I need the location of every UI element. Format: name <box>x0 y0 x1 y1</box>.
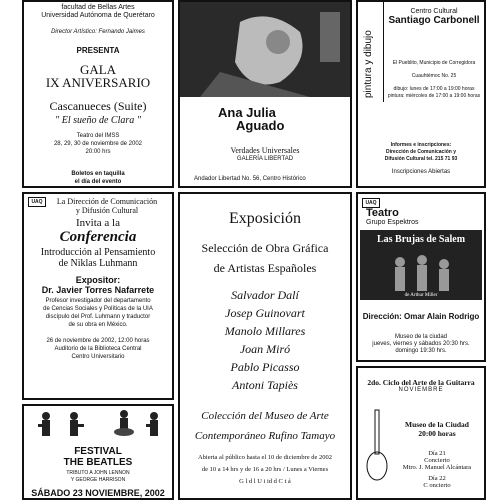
beatles-tribute: TRIBUTO A JOHN LENNON <box>66 470 130 476</box>
teatro-label: Teatro <box>366 207 399 219</box>
artist-name: Pablo Picasso <box>230 360 300 374</box>
carbonell-info-dept: Dirección de Comunicación y <box>385 149 457 155</box>
conferencia-poster <box>22 192 174 400</box>
gala-header-university: Universidad Autónoma de Querétaro <box>41 12 155 19</box>
exposicion-selection-artists: de Artistas Españoles <box>213 261 317 275</box>
teatro-author: de Arthur Miller <box>404 293 438 298</box>
aguado-show: Verdades Universales <box>230 146 300 155</box>
carbonell-place: El Pueblito, Municipio de Corregidora <box>392 60 476 66</box>
teatro-venue: Museo de la ciudad <box>394 334 448 340</box>
exposicion-hours: de 10 a 14 hrs y de 16 a 20 hrs / Lunes a Viernes <box>201 466 329 473</box>
conferencia-org: La Dirección de Comunicación <box>56 197 158 206</box>
carbonell-centro: Centro Cultural <box>410 8 458 15</box>
guitarra-title: 2do. Ciclo del Arte de la Guitarra <box>367 378 475 387</box>
beatles-date: SÁBADO 23 NOVIEMBRE, 2002 <box>31 488 165 498</box>
carbonell-info-title: Informes e inscripciones: <box>390 142 452 148</box>
beatles-poster <box>22 404 174 500</box>
carbonell-dibujo: dibujo: lunes de 17:00 a 19:00 horas <box>393 86 475 92</box>
exposicion-artist-list <box>180 286 350 394</box>
teatro-group: Grupo Espektros <box>366 219 419 226</box>
artist-name: Antoni Tapiès <box>232 378 298 392</box>
conferencia-date: 26 de noviembre de 2002, 12:00 horas <box>46 338 150 344</box>
gala-poster <box>22 0 174 188</box>
teatro-schedule-weekdays: jueves, viernes y sábados 20:30 hrs. <box>372 341 470 347</box>
gala-title: GALA <box>79 62 117 77</box>
guitarra-day-21: Día 21 <box>428 450 446 457</box>
gala-dates: 28, 29, 30 de noviembre de 2002 <box>53 141 143 147</box>
aguado-painting-image <box>180 2 350 97</box>
conferencia-speaker: Dr. Javier Torres Nafarrete <box>41 285 155 295</box>
exposicion-open-until: Abierta al público hasta el 10 de diciembre de 2002 <box>197 454 333 461</box>
carbonell-info-phone: Difusión Cultural tel. 215 71 93 <box>384 156 458 162</box>
conferencia-venue-campus: Centro Universitario <box>71 354 125 360</box>
carbonell-abiertas: Inscripciones Abiertas <box>391 169 451 175</box>
conferencia-topic-name: de Niklas Luhmann <box>58 258 138 269</box>
aguado-poster <box>178 0 352 188</box>
aguado-gallery: GALERÍA LIBERTAD <box>236 156 294 162</box>
teatro-actors-icon <box>360 248 482 298</box>
beatles-band: THE BEATLES <box>63 457 133 468</box>
conferencia-bio-3: discípulo del Prof. Luhmann y traductor <box>45 314 151 320</box>
gala-show: Cascanueces (Suite) <box>49 99 147 113</box>
aguado-artist-first: Ana Julia <box>218 105 276 120</box>
exposicion-location: G l d l U i id d C t á <box>239 478 291 485</box>
gala-director: Director Artístico: Fernando Jaimes <box>51 29 145 35</box>
beatles-festival: FESTIVAL <box>74 446 122 457</box>
gala-venue: Teatro del IMSS <box>76 133 120 139</box>
conferencia-invita: Invita a la <box>76 217 120 229</box>
conferencia-title: Conferencia <box>59 229 137 245</box>
gala-time: 20:00 hrs <box>85 149 111 155</box>
gala-tickets-day: el día del evento <box>74 179 122 185</box>
exposicion-poster <box>178 192 352 500</box>
exposicion-museum: Contemporáneo Rufino Tamayo <box>194 430 336 442</box>
artist-name: Josep Guinovart <box>225 306 305 320</box>
carbonell-vertical-text: pintura y dibujo <box>363 30 374 98</box>
guitarra-day-22: Día 22 <box>428 475 446 482</box>
carbonell-name: Santiago Carbonell <box>388 15 480 26</box>
carbonell-poster <box>356 0 486 188</box>
conferencia-venue: Auditorio de la Biblioteca Central <box>54 346 142 352</box>
beatles-band-image <box>24 406 172 446</box>
uaq-logo-icon: UAQ <box>28 197 46 207</box>
gala-tickets: Boletos en taquilla <box>71 171 125 177</box>
carbonell-pintura: pintura: miércoles de 17:00 a 19:00 horas <box>387 93 481 99</box>
aguado-artist-last: Aguado <box>236 118 285 133</box>
conferencia-bio-4: de su obra en México. <box>68 322 128 328</box>
guitarra-venue: Museo de la Ciudad <box>405 420 469 429</box>
gala-presenta: PRESENTA <box>76 46 120 55</box>
conferencia-bio-1: Profesor investigador del departamento <box>45 298 151 304</box>
teatro-poster <box>356 192 486 362</box>
teatro-play-title: Las Brujas de Salem <box>376 234 466 245</box>
gala-header-faculty: facultad de Bellas Artes <box>61 4 135 11</box>
exposicion-collection: Colección del Museo de Arte <box>201 410 329 422</box>
guitarra-time: 20:00 horas <box>418 429 456 438</box>
exposicion-title: Exposición <box>229 210 301 227</box>
guitarra-poster <box>356 366 486 500</box>
carbonell-vertical-band <box>358 2 384 102</box>
carbonell-street: Cuauhtémoc No. 25 <box>411 73 457 79</box>
gala-anniversary: IX ANIVERSARIO <box>45 75 151 90</box>
artist-name: Joan Miró <box>239 342 291 356</box>
conferencia-org-dept: y Difusión Cultural <box>75 206 139 215</box>
uaq-logo-icon: UAQ <box>362 198 380 208</box>
gala-subtitle: " El sueño de Clara " <box>55 115 141 126</box>
guitarra-concert-21: Concierto <box>424 457 450 464</box>
teatro-schedule-sunday: domingo 19:30 hrs. <box>395 348 447 354</box>
conferencia-expositor-label: Expositor: <box>75 275 121 285</box>
artist-name: Salvador Dalí <box>231 288 299 302</box>
exposicion-selection: Selección de Obra Gráfica <box>201 241 329 255</box>
guitar-icon <box>362 406 392 486</box>
guitarra-concert-22: C oncierto <box>423 482 451 489</box>
conferencia-topic: Introducción al Pensamiento <box>40 247 156 258</box>
artist-name: Manolo Millares <box>224 324 306 338</box>
beatles-tribute-harrison: Y GEORGE HARRISON <box>70 477 126 483</box>
guitarra-month: NOVIEMBRE <box>398 387 444 393</box>
teatro-director: Dirección: Omar Alain Rodrigo <box>362 312 480 321</box>
guitarra-performer-21: Mtro. J. Manuel Alcántara <box>402 464 472 471</box>
conferencia-bio-2: de Cencias Sociales y Políticas de la UIA <box>43 306 153 312</box>
teatro-play-image <box>360 230 482 300</box>
aguado-address: Andador Libertad No. 56, Centro Histórico <box>194 176 306 182</box>
